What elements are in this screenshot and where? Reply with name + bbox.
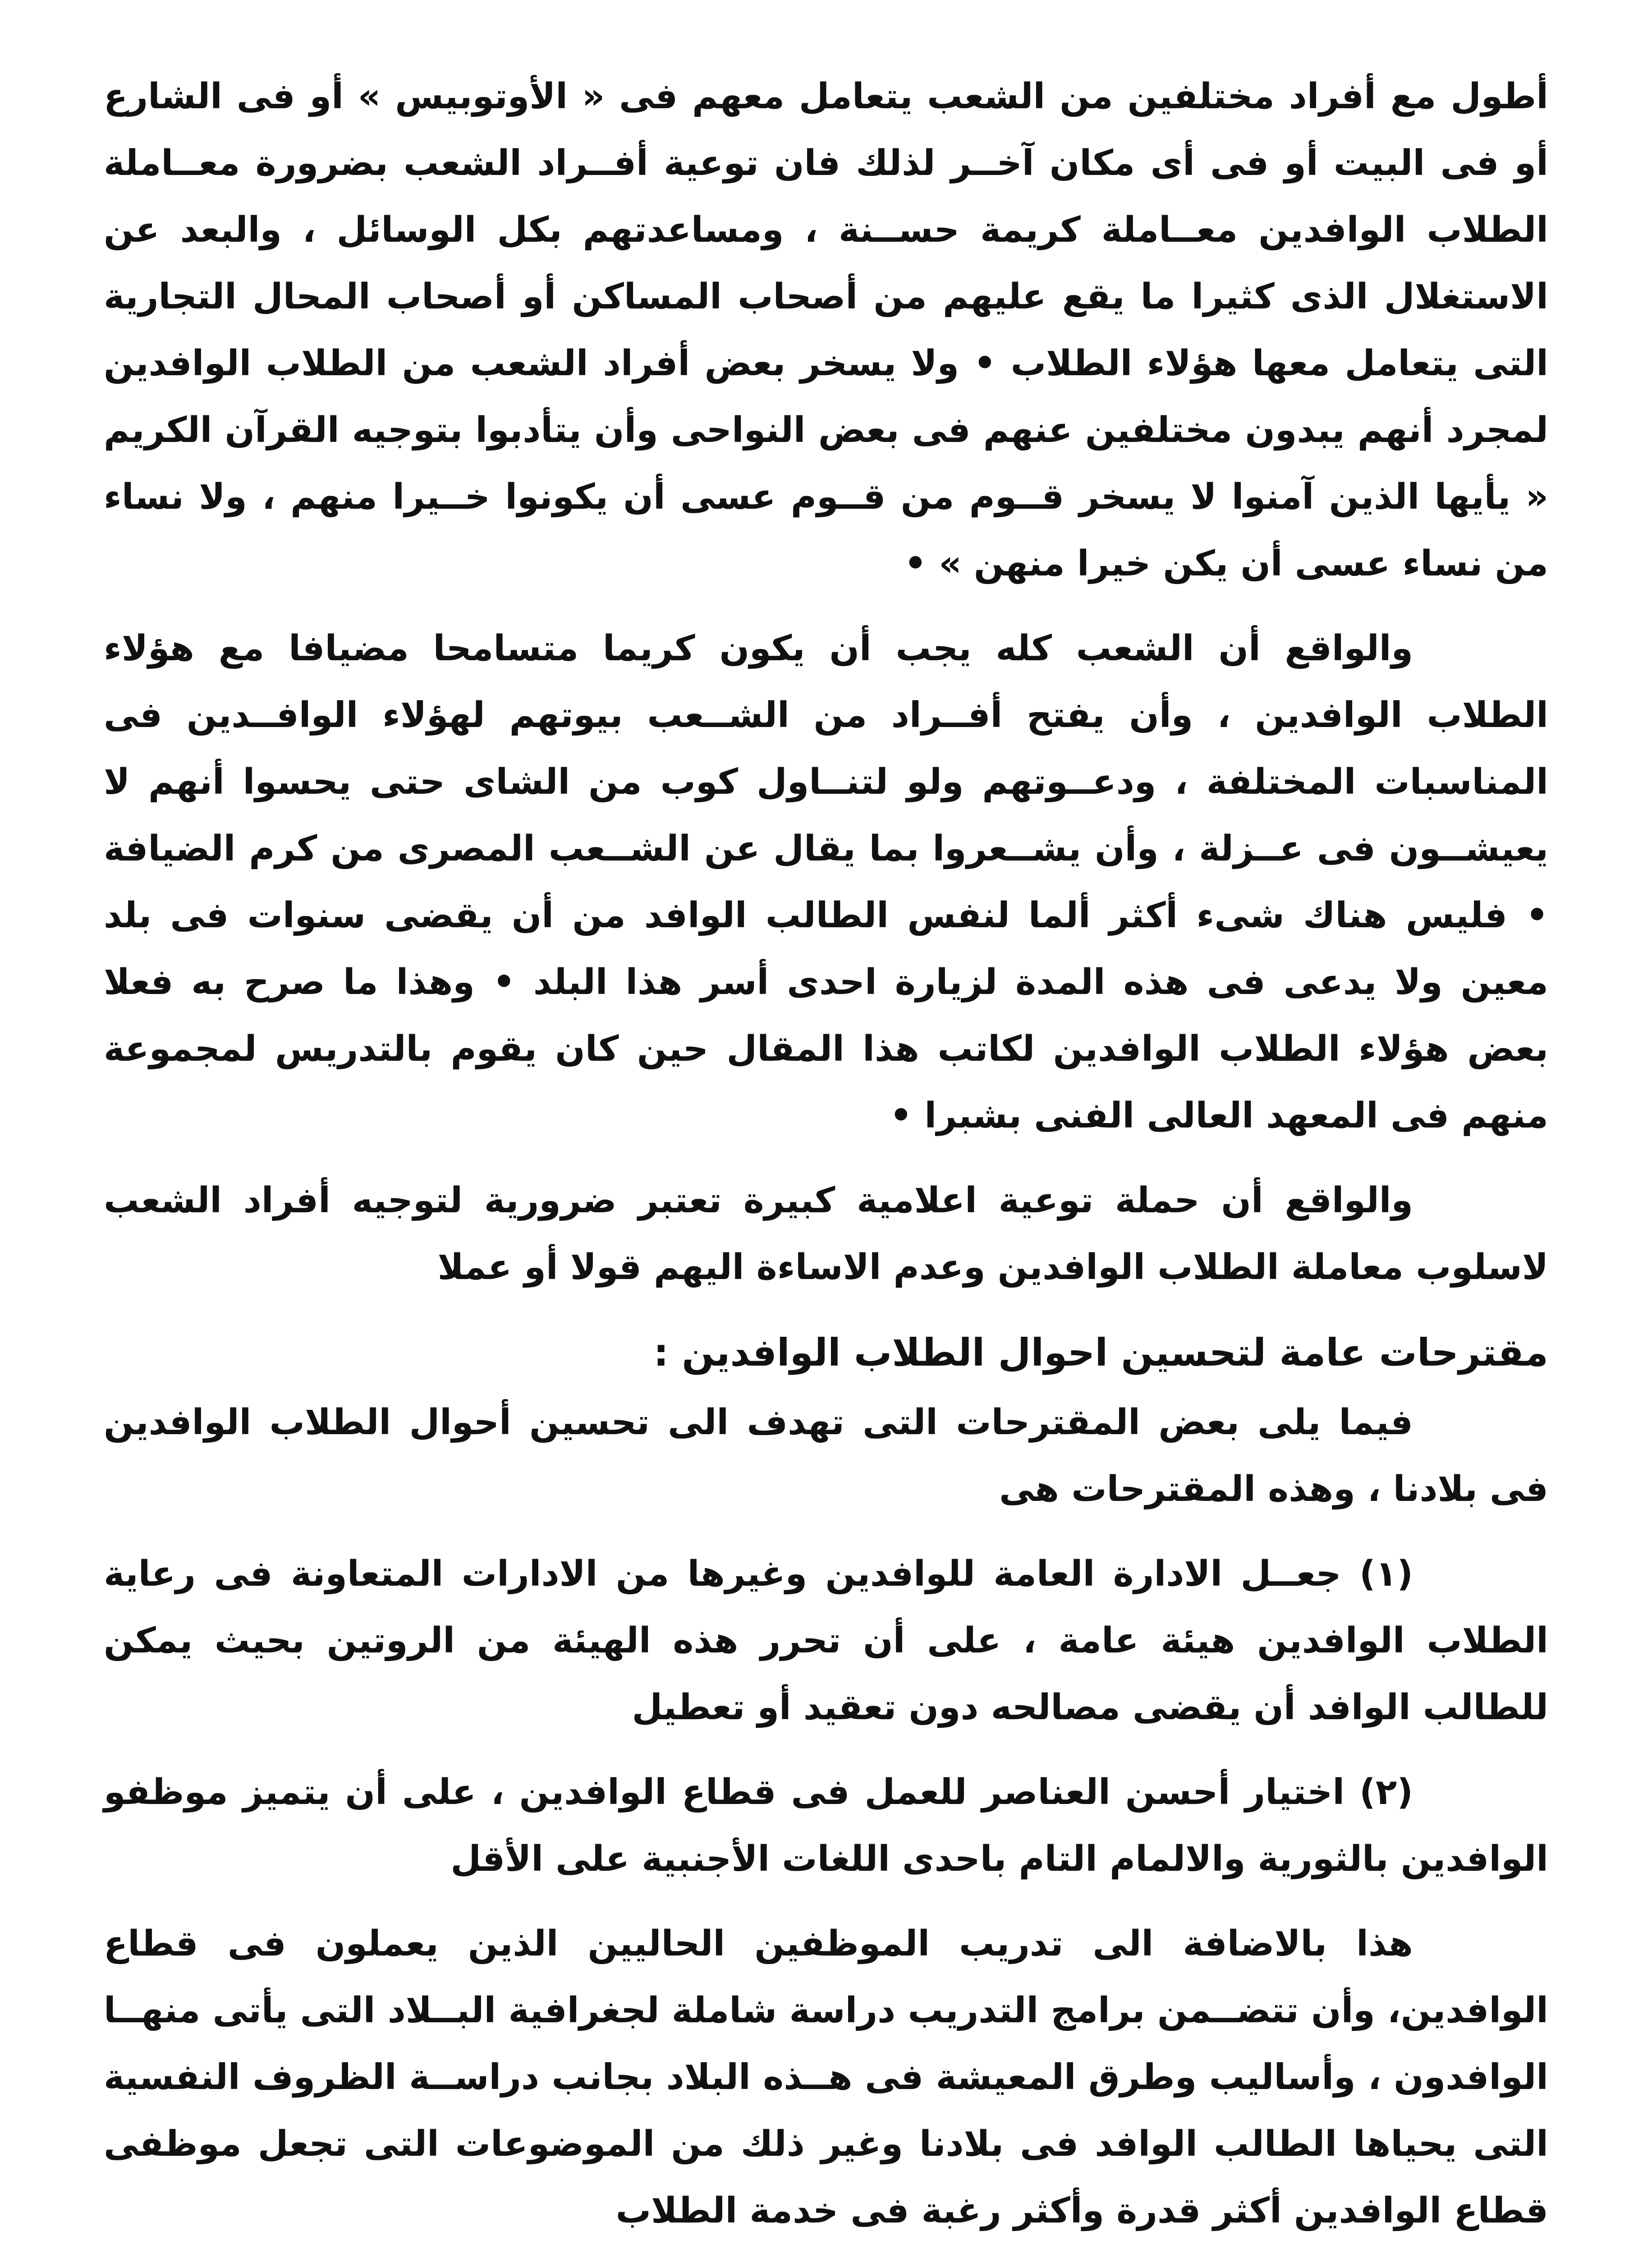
paragraph-media-campaign: والواقع أن حملة توعية اعلامية كبيرة تعتبر ضرورية لتوجيه أفراد الشعب لاسلوب معاملة الطلاب الوافدين وعدم الاساءة اليهم قولا أو عملا <box>104 1180 1548 1288</box>
list-item-1: (١) جعــل الادارة العامة للوافدين وغيرها من الادارات المتعاونة فى رعاية الطلاب الوافدين هيئة عامة ، على أن تحرر هذه الهيئة من الروتين بحيث يمكن للطالب الوافد أن يقضى مصالحه دون تعقيد أو تعطيل <box>104 1554 1548 1728</box>
list-item-2: (٢) اختيار أحسن العناصر للعمل فى قطاع الوافدين ، على أن يتميز موظفو الوافدين بالثورية والالمام التام باحدى اللغات الأجنبية على الأقل <box>104 1772 1548 1879</box>
paragraph-students-treatment: أطول مع أفراد مختلفين من الشعب يتعامل معهم فى « الأوتوبيس » أو فى الشارع أو فى البيت أو فى أى مكان آخــر لذلك فان توعية أفــراد الشعب بضرورة معــاملة الطلاب الوافدين معــاملة كريمة حســنة ، ومساعدتهم بكل الوسائل ، والبعد عن الاستغلال الذى كثيرا ما يقع عليهم من أصحاب المساكن أو أصحاب المحال التجارية التى يتعامل معها هؤلاء الطلاب • ولا يسخر بعض أفراد الشعب من الطلاب الوافدين لمجرد أنهم يبدون مختلفين عنهم فى بعض النواحى وأن يتأدبوا بتوجيه القرآن الكريم « يأيها الذين آمنوا لا يسخر قــوم من قــوم عسى أن يكونوا خــيرا منهم ، ولا نساء من نساء عسى أن يكن خيرا منهن » • <box>104 76 1548 584</box>
paragraph-intro: فيما يلى بعض المقترحات التى تهدف الى تحسين أحوال الطلاب الوافدين فى بلادنا ، وهذه المقترحات هى <box>104 1402 1548 1509</box>
paragraph-hospitality: والواقع أن الشعب كله يجب أن يكون كريما متسامحا مضيافا مع هؤلاء الطلاب الوافدين ، وأن يفتح أفــراد من الشــعب بيوتهم لهؤلاء الوافــدين فى المناسبات المختلفة ، ودعــوتهم ولو لتنــاول كوب من الشاى حتى يحسوا أنهم لا يعيشــون فى عــزلة ، وأن يشــعروا بما يقال عن الشــعب المصرى من كرم الضيافة • فليس هناك شىء أكثر ألما لنفس الطالب الوافد من أن يقضى سنوات فى بلد معين ولا يدعى فى هذه المدة لزيارة احدى أسر هذا البلد • وهذا ما صرح به فعلا بعض هؤلاء الطلاب الوافدين لكاتب هذا المقال حين كان يقوم بالتدريس لمجموعة منهم فى المعهد العالى الفنى بشبرا • <box>104 628 1548 1136</box>
paragraph-closing: هذا بالاضافة الى تدريب الموظفين الحاليين الذين يعملون فى قطاع الوافدين، وأن تتضــمن برامج التدريب دراسة شاملة لجغرافية البــلاد التى يأتى منهــا الوافدون ، وأساليب وطرق المعيشة فى هــذه البلاد بجانب دراســة الظروف النفسية التى يحياها الطالب الوافد فى بلادنا وغير ذلك من الموضوعات التى تجعل موظفى قطاع الوافدين أكثر قدرة وأكثر رغبة فى خدمة الطلاب <box>104 1924 1548 2231</box>
section-heading: مقترحات عامة لتحسين احوال الطلاب الوافدين : <box>653 1330 1548 1375</box>
